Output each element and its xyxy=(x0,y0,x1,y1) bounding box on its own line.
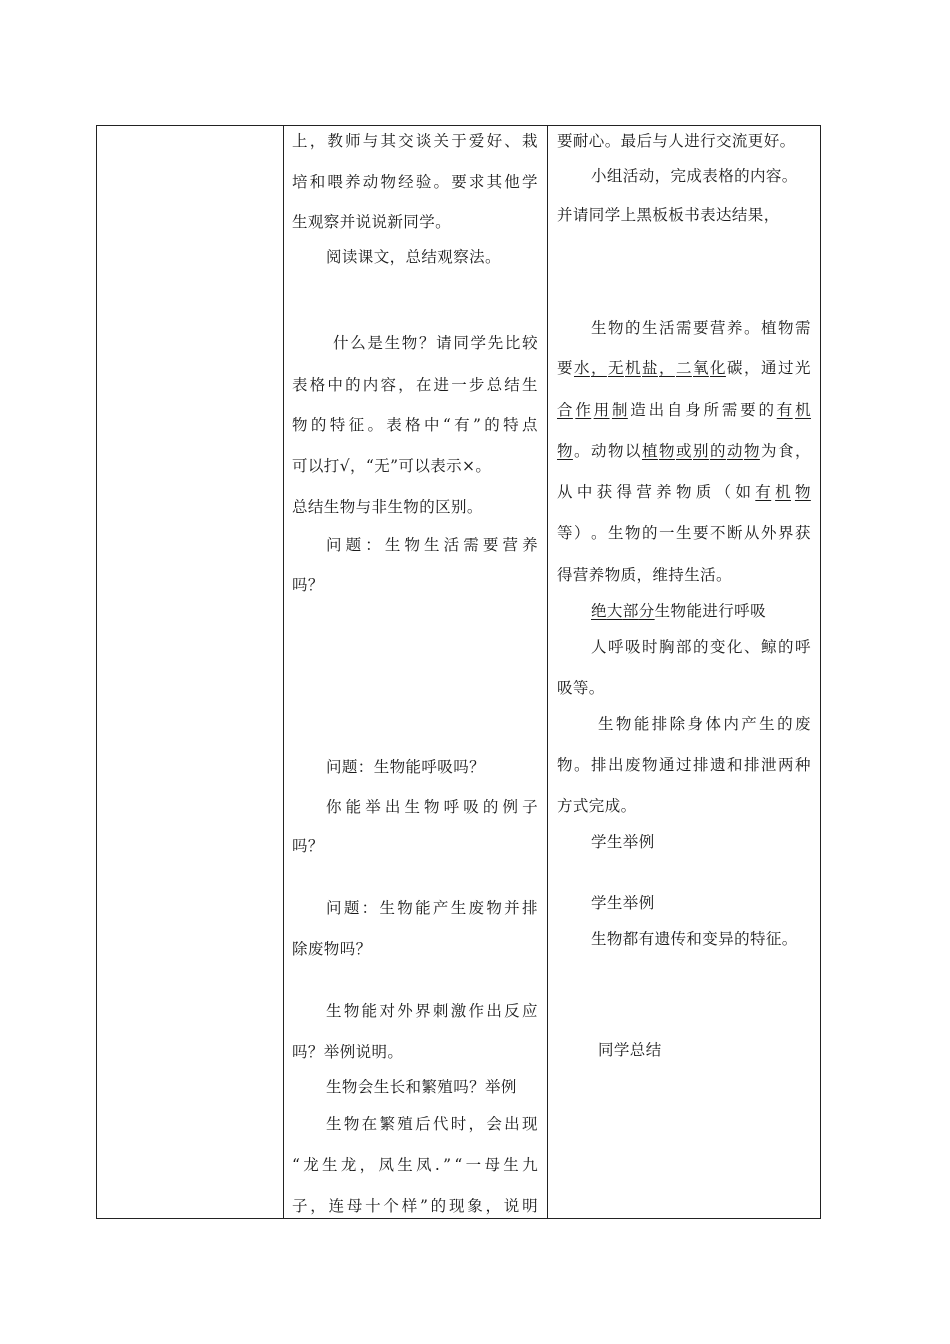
column-divider-2 xyxy=(547,126,548,1218)
student-text-line: 人 呼 吸 时 胸 部 的 变 化 、 鲸 的 呼 xyxy=(591,638,811,656)
teacher-text-line: “ 龙 生 龙 ， 凤 生 凤 . ” “ 一 母 生 九 xyxy=(292,1156,538,1174)
teacher-text-line: 上 ， 教 师 与 其 交 谈 关 于 爱 好 、 栽 xyxy=(292,132,538,150)
teacher-text-line: 问 题 ： 生 物 能 产 生 废 物 并 排 xyxy=(326,899,538,917)
student-text-line: 生 物 能 排 除 身 体 内 产 生 的 废 xyxy=(598,715,811,733)
teacher-text-line: 吗？ xyxy=(292,837,324,855)
student-text-line: 生物都有遗传和变异的特征。 xyxy=(591,930,798,948)
lesson-table xyxy=(96,125,821,1219)
column-divider-1 xyxy=(283,126,284,1218)
student-text-line: 从 中 获 得 营 养 物 质 （ 如 有 机 物 xyxy=(557,483,811,501)
student-text-line: 要 水 ， 无 机 盐 ， 二 氧 化 碳 ， 通 过 光 xyxy=(557,359,811,377)
student-text-line: 小组活动，完成表格的内容。 xyxy=(591,167,798,185)
student-text-line: 吸等。 xyxy=(557,679,605,697)
teacher-text-line: 生 物 在 繁 殖 后 代 时 ， 会 出 现 xyxy=(326,1115,538,1133)
student-text-line: 等 ） 。 生 物 的 一 生 要 不 断 从 外 界 获 xyxy=(557,524,811,542)
teacher-text-line: 生 物 能 对 外 界 刺 激 作 出 反 应 xyxy=(326,1002,538,1020)
student-text-line: 学生举例 xyxy=(591,833,655,851)
teacher-text-line: 阅读课文，总结观察法。 xyxy=(326,248,501,266)
student-text-line: 并请同学上黑板板书表达结果， xyxy=(557,206,780,224)
teacher-text-line: 你 能 举 出 生 物 呼 吸 的 例 子 xyxy=(326,798,538,816)
teacher-text-line: 子 ， 连 母 十 个 样 ” 的 现 象 ， 说 明 xyxy=(292,1197,538,1215)
teacher-text-line: 物 的 特 征 。 表 格 中 “ 有 ” 的 特 点 xyxy=(292,416,538,434)
student-text-line: 同学总结 xyxy=(598,1041,662,1059)
student-text-line: 方式完成。 xyxy=(557,797,637,815)
student-text-line: 物 。 排 出 废 物 通 过 排 遗 和 排 泄 两 种 xyxy=(557,756,811,774)
teacher-text-line: 问 题 ： 生 物 生 活 需 要 营 养 xyxy=(326,536,538,554)
teacher-text-line: 表 格 中 的 内 容 ， 在 进 一 步 总 结 生 xyxy=(292,376,538,394)
teacher-text-line: 生物会生长和繁殖吗？举例 xyxy=(326,1078,517,1096)
teacher-text-line: 问题：生物能呼吸吗？ xyxy=(326,758,486,776)
student-text-line: 得营养物质，维持生活。 xyxy=(557,566,732,584)
student-text-line: 要耐心。最后与人进行交流更好。 xyxy=(557,132,796,150)
student-text-line: 绝大部分生物能进行呼吸 xyxy=(591,602,766,620)
student-text-line: 生 物 的 生 活 需 要 营 养 。 植 物 需 xyxy=(591,319,811,337)
student-text-line: 合 作 用 制 造 出 自 身 所 需 要 的 有 机 xyxy=(557,401,811,419)
teacher-text-line: 除废物吗？ xyxy=(292,940,372,958)
teacher-text-line: 什 么 是 生 物 ？ 请 同 学 先 比 较 xyxy=(333,334,538,352)
teacher-text-line: 总结生物与非生物的区别。 xyxy=(292,498,483,516)
teacher-text-line: 培 和 喂 养 动 物 经 验 。 要 求 其 他 学 xyxy=(292,173,538,191)
teacher-text-line: 吗？举例说明。 xyxy=(292,1043,404,1061)
student-text-line: 物 。 动 物 以 植 物 或 别 的 动 物 为 食 ， xyxy=(557,442,811,460)
teacher-text-line: 可以打√，“无”可以表示×。 xyxy=(292,457,492,475)
teacher-text-line: 吗？ xyxy=(292,576,324,594)
student-text-line: 学生举例 xyxy=(591,894,655,912)
teacher-text-line: 生观察并说说新同学。 xyxy=(292,213,452,231)
